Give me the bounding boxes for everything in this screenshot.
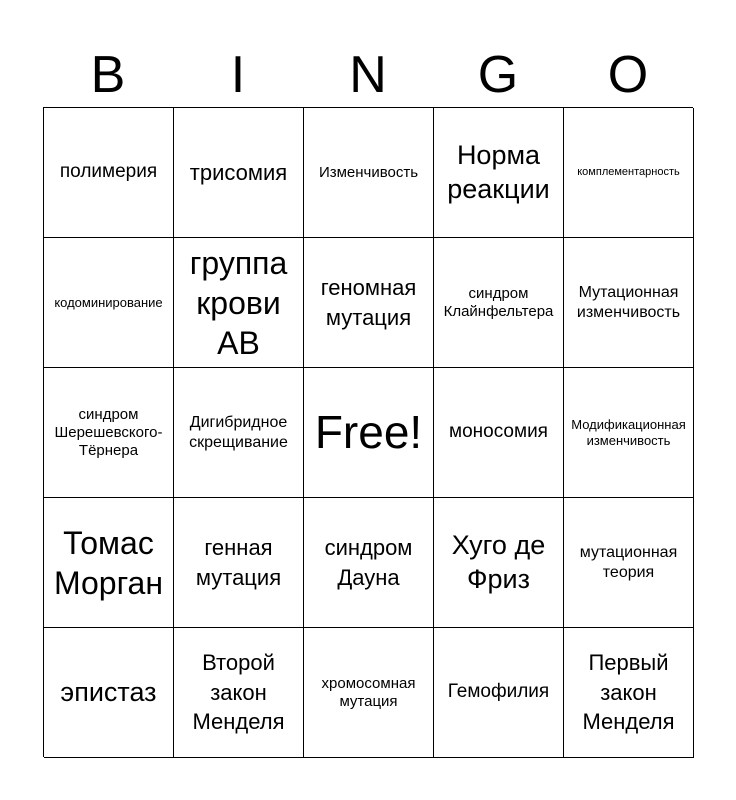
bingo-cell[interactable] <box>434 368 564 498</box>
bingo-cell[interactable] <box>434 108 564 238</box>
header-letter-b: B <box>90 46 126 104</box>
cell-text: Хуго де Фриз <box>451 529 546 594</box>
cell-text: генная мутация <box>195 534 282 590</box>
cell-text: синдром Клайнфельтера <box>443 284 554 320</box>
bingo-header <box>43 40 693 110</box>
cell-text: Изменчивость <box>318 163 419 181</box>
bingo-cell[interactable] <box>564 628 694 758</box>
bingo-cell[interactable] <box>44 368 174 498</box>
bingo-cell[interactable] <box>564 368 694 498</box>
bingo-cell[interactable] <box>174 238 304 368</box>
header-letter-n: N <box>349 46 387 104</box>
bingo-cell[interactable] <box>564 108 694 238</box>
cell-text: комплементарность <box>577 165 680 178</box>
cell-text: моносомия <box>449 421 548 443</box>
cell-text: геномная мутация <box>320 274 417 330</box>
bingo-cell[interactable] <box>174 628 304 758</box>
header-letter-o: O <box>607 46 649 104</box>
cell-text: Гемофилия <box>447 681 550 703</box>
bingo-cell[interactable] <box>304 238 434 368</box>
header-letter-i: I <box>230 46 246 104</box>
free-space-cell[interactable] <box>304 368 434 498</box>
bingo-cell[interactable] <box>434 238 564 368</box>
cell-text: полимерия <box>59 161 158 183</box>
cell-text: Дигибридное скрещивание <box>189 414 288 451</box>
bingo-cell[interactable] <box>174 108 304 238</box>
bingo-cell[interactable] <box>434 628 564 758</box>
cell-text: синдром Дауна <box>324 534 413 590</box>
bingo-cell[interactable] <box>564 498 694 628</box>
bingo-cell[interactable] <box>44 628 174 758</box>
cell-text: эпистаз <box>60 676 157 707</box>
bingo-cell[interactable] <box>304 108 434 238</box>
cell-text: Первый закон Менделя <box>582 649 675 735</box>
free-space-label: Free! <box>314 405 423 458</box>
cell-text: Мутационная изменчивость <box>576 284 681 321</box>
cell-text: Норма реакции <box>447 139 550 204</box>
cell-text: группа крови AB <box>189 244 288 361</box>
bingo-cell[interactable] <box>304 498 434 628</box>
cell-text: Модификационная изменчивость <box>571 416 686 448</box>
cell-text: кодоминирование <box>54 294 163 310</box>
bingo-cell[interactable] <box>44 238 174 368</box>
bingo-cell[interactable] <box>434 498 564 628</box>
bingo-cell[interactable] <box>44 498 174 628</box>
bingo-board <box>43 107 693 757</box>
cell-text: Томас Морган <box>53 524 164 601</box>
bingo-cell[interactable] <box>174 368 304 498</box>
header-letter-g: G <box>477 46 519 104</box>
cell-text: Второй закон Менделя <box>192 649 285 735</box>
cell-text: трисомия <box>189 159 288 185</box>
bingo-cell[interactable] <box>304 628 434 758</box>
bingo-cell[interactable] <box>44 108 174 238</box>
cell-text: хромосомная мутация <box>321 674 416 710</box>
cell-text: синдром Шерешевского-Тёрнера <box>54 405 163 459</box>
bingo-cell[interactable] <box>174 498 304 628</box>
bingo-cell[interactable] <box>564 238 694 368</box>
cell-text: мутационная теория <box>579 544 678 581</box>
